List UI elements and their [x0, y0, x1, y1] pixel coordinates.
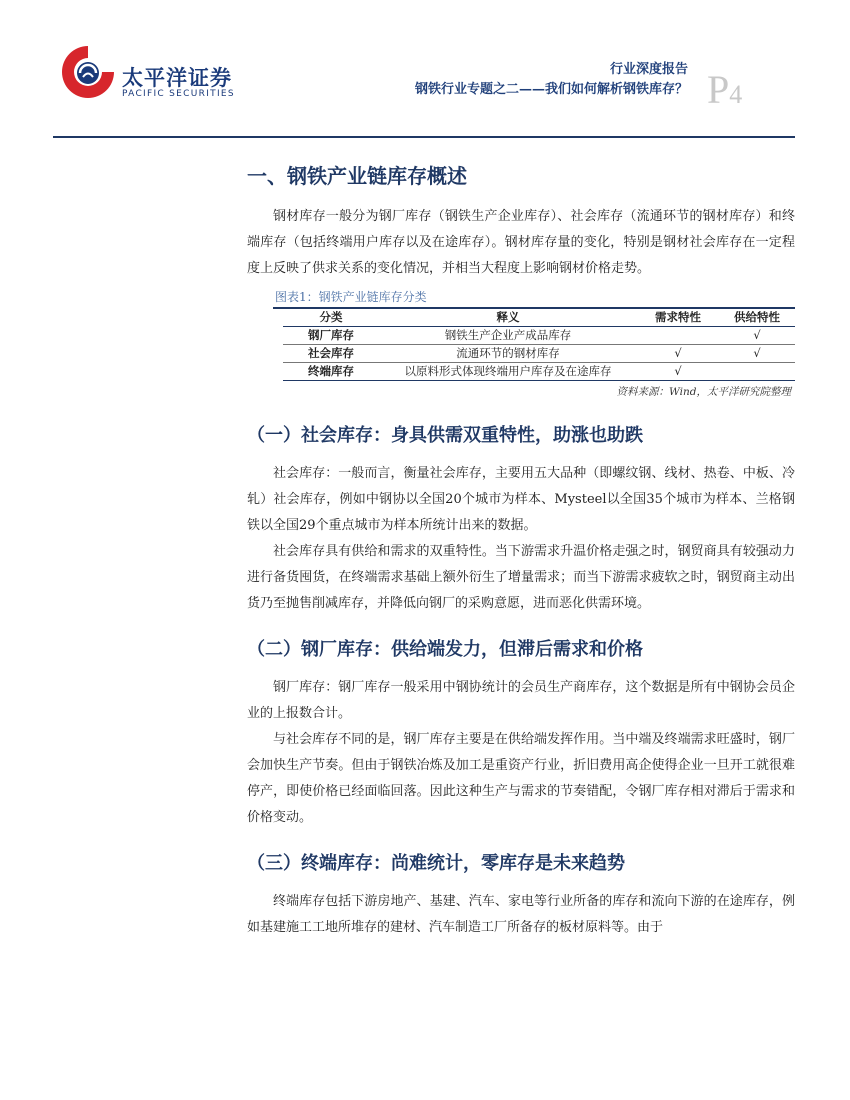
- page-number-value: 4: [729, 80, 743, 109]
- paragraph: 钢厂库存：钢厂库存一般采用中钢协统计的会员生产商库存，这个数据是所有中钢协会员企业的上报数合计。: [247, 680, 795, 721]
- main-content: [247, 160, 795, 941]
- paragraph: 终端库存包括下游房地产、基建、汽车、家电等行业所备的库存和流向下游的在途库存，例如基建施工工地所堆存的建材、汽车制造工厂所备存的板材原料等。由于: [247, 894, 795, 935]
- paragraph: 与社会库存不同的是，钢厂库存主要是在供给端发挥作用。当中端及终端需求旺盛时，钢厂会加快生产节奏。但由于钢铁冶炼及加工是重资产行业，折旧费用高企使得企业一旦开工就很难停产，即使价格已经面临回落。因此这种生产与需求的节奏错配，令钢厂库存相对滞后于需求和价格变动。: [247, 732, 795, 825]
- table-header-cell: 释义: [379, 309, 637, 327]
- report-title: 钢铁行业专题之二——我们如何解析钢铁库存？: [414, 82, 688, 97]
- table-row: [283, 327, 795, 345]
- table-row: [283, 363, 795, 381]
- inventory-classification-table: [273, 287, 795, 403]
- table-cell-definition: 钢铁生产企业产成品库存: [379, 327, 637, 345]
- table-cell-supply: √: [719, 345, 795, 363]
- brand-name-en: PACIFIC SECURITIES: [122, 89, 235, 99]
- table-header-cell: 需求特性: [637, 309, 719, 327]
- header-divider: [53, 136, 795, 138]
- table-cell-supply: [719, 363, 795, 381]
- pacific-securities-logo-icon: [58, 42, 118, 102]
- subsection-title: （一）社会库存：身具供需双重特性，助涨也助跌: [247, 425, 643, 446]
- table-header-row: [283, 309, 795, 327]
- table-row: [283, 345, 795, 363]
- page-prefix: P: [707, 67, 730, 112]
- table-caption: 图表1：钢铁产业链库存分类: [273, 287, 795, 309]
- table: [283, 309, 795, 381]
- table-cell-category: 终端库存: [283, 363, 379, 381]
- table-header-cell: 供给特性: [719, 309, 795, 327]
- paragraph: 社会库存具有供给和需求的双重特性。当下游需求升温价格走强之时，钢贸商具有较强动力进行备货囤货，在终端需求基础上额外衍生了增量需求；而当下游需求疲软之时，钢贸商主动出货乃至抛售削减库存，并降低向钢厂的采购意愿，进而恶化供需环境。: [247, 544, 795, 611]
- table-cell-category: 钢厂库存: [283, 327, 379, 345]
- subsection-title: （三）终端库存：尚难统计，零库存是未来趋势: [247, 853, 625, 874]
- section-title: 一、钢铁产业链库存概述: [247, 164, 467, 188]
- table-cell-definition: 以原料形式体现终端用户库存及在途库存: [379, 363, 637, 381]
- table-cell-demand: [637, 327, 719, 345]
- subsection-title: （二）钢厂库存：供给端发力，但滞后需求和价格: [247, 639, 643, 660]
- report-type: 行业深度报告: [609, 62, 688, 77]
- table-cell-demand: √: [637, 345, 719, 363]
- table-source: 资料来源：Wind，太平洋研究院整理: [616, 386, 791, 398]
- section-paragraph: 钢材库存一般分为钢厂库存（钢铁生产企业库存）、社会库存（流通环节的钢材库存）和终端库存（包括终端用户库存以及在途库存）。钢材库存量的变化，特别是钢材社会库存在一定程度上反映了供求关系的变化情况，并相当大程度上影响钢材价格走势。: [247, 209, 795, 276]
- table-cell-category: 社会库存: [283, 345, 379, 363]
- page-header: [0, 0, 850, 140]
- paragraph: 社会库存：一般而言，衡量社会库存，主要用五大品种（即螺纹钢、线材、热卷、中板、冷轧）社会库存，例如中钢协以全国20个城市为样本、Mysteel以全国35个城市为样本、兰格钢铁以全国29个重点城市为样本所统计出来的数据。: [247, 466, 795, 533]
- table-cell-supply: √: [719, 327, 795, 345]
- page-number: [707, 67, 743, 112]
- brand-name-cn: 太平洋证券: [122, 66, 232, 90]
- table-cell-definition: 流通环节的钢材库存: [379, 345, 637, 363]
- table-cell-demand: √: [637, 363, 719, 381]
- table-header-cell: 分类: [283, 309, 379, 327]
